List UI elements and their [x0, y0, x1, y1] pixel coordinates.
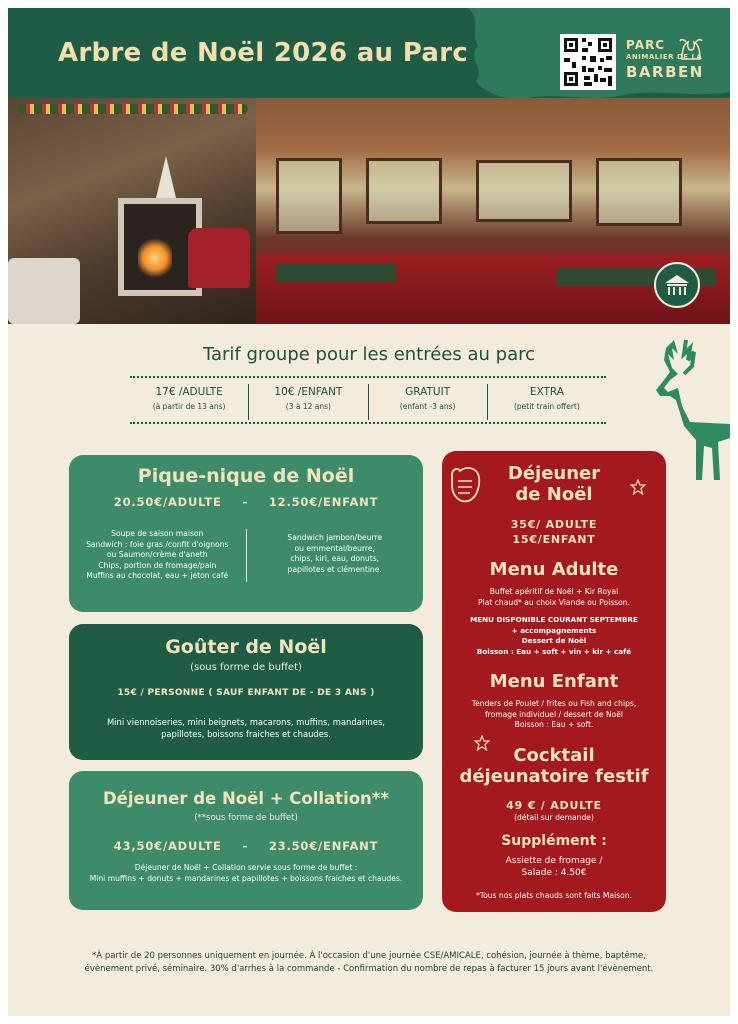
tarif-item	[130, 384, 248, 420]
red-armchair	[188, 228, 250, 288]
menu-line: + accompagnements	[511, 625, 597, 635]
card-dejeuner-collation	[69, 771, 423, 910]
tarif-note: (à partir de 13 ans)	[152, 402, 226, 411]
dejeuner-price-child: 15€/ENFANT	[512, 533, 596, 546]
dejeuner-collation-description	[69, 863, 423, 884]
menu-enfant-lines	[442, 699, 666, 731]
supplement-lines	[442, 855, 666, 879]
tarif-label: EXTRA	[529, 386, 564, 398]
tarif-note: (enfant -3 ans)	[399, 402, 456, 411]
tarif-row	[130, 384, 606, 420]
pavilion-icon	[654, 262, 700, 308]
supplement-title: Supplément :	[501, 833, 607, 849]
window-pane	[366, 158, 442, 224]
gouter-subtitle: (sous forme de buffet)	[190, 662, 302, 673]
menu-line: Tenders de Poulet / frites ou Fish and chips,	[471, 699, 637, 708]
footer-line-1: *À partir de 20 personnes uniquement en journée. À l'occasion d'une journée CSE/AMICALE, cohésion, journée à thème, baptême,	[92, 951, 646, 961]
menu-line: Buffet apéritif de Noël + Kir Royal	[489, 587, 619, 596]
white-sofa	[8, 258, 80, 324]
pique-nique-columns	[69, 529, 423, 582]
pique-nique-price-child: 12.50€/ENFANT	[268, 495, 379, 509]
tarif-title: Tarif groupe pour les entrées au parc	[202, 344, 536, 365]
gouter-price: 15€ / PERSONNE ( SAUF ENFANT DE - DE 3 ANS )	[117, 688, 375, 698]
footer-note	[8, 950, 730, 976]
menu-line: Sandwich : foie gras /confit d'oignons	[86, 539, 229, 549]
menu-line: papillotes et clémentine.	[287, 564, 382, 574]
tarif-item	[368, 384, 487, 420]
menu-adulte-lines	[442, 587, 666, 608]
menu-line: MENU DISPONIBLE COURANT SEPTEMBRE	[470, 615, 638, 624]
menu-line: Muffins au chocolat, eau + jeton café	[86, 571, 229, 580]
tarif-divider-bottom	[130, 422, 606, 424]
cocktail-note: (détail sur demande)	[514, 813, 594, 822]
tarif-note: (petit train offert)	[513, 402, 580, 411]
qr-code-icon	[560, 34, 616, 90]
menu-line: Chips, portion de fromage/pain	[98, 560, 217, 570]
card-dejeuner-noel	[442, 451, 666, 912]
window-pane	[476, 160, 572, 222]
dejeuner-collation-price-adult: 43,50€/ADULTE	[113, 839, 222, 853]
menu-line: Boisson : Eau + soft.	[514, 720, 594, 729]
table-cloth	[276, 264, 396, 282]
tarif-divider-top	[130, 376, 606, 378]
logo-line-3: BARBEN	[626, 63, 704, 81]
price-separator: -	[242, 495, 249, 509]
card-pique-nique	[69, 455, 423, 612]
tarif-note: (3 à 12 ans)	[285, 402, 331, 411]
dejeuner-collation-price-child: 23.50€/ENFANT	[268, 839, 379, 853]
dejeuner-collation-title: Déjeuner de Noël + Collation**	[102, 789, 390, 808]
menu-line: papillotes, boissons fraiches et chaudes.	[161, 729, 331, 739]
menu-line: fromage individuel / dessert de Noël	[484, 709, 624, 719]
pique-nique-prices	[69, 495, 423, 509]
tarif-label: 17€ /ADULTE	[155, 386, 223, 398]
pique-nique-price-adult: 20.50€/ADULTE	[113, 495, 222, 509]
gouter-title: Goûter de Noël	[165, 636, 327, 658]
menu-line: Déjeuner de Noël + Collation servie sous forme de buffet :	[134, 863, 358, 872]
pique-nique-adult-menu	[69, 529, 247, 582]
dejeuner-title-line-1: Déjeuner	[507, 463, 601, 484]
menu-line: Salade : 4.50€	[521, 868, 587, 878]
pique-nique-child-menu	[247, 529, 424, 582]
white-tree-decoration	[156, 156, 176, 198]
menu-line: Mini muffins + donuts + mandarines et papillotes + boissons fraiches et chaudes.	[89, 873, 403, 883]
tarif-label: GRATUIT	[405, 386, 451, 398]
photo-christmas-living-room	[8, 98, 256, 324]
window-pane	[276, 158, 342, 234]
cocktail-title-line-2: déjeunatoire festif	[459, 766, 649, 787]
cocktail-title-line-1: Cocktail	[513, 745, 595, 766]
price-separator: -	[242, 839, 249, 853]
ibex-logo-icon	[678, 38, 704, 60]
cocktail-title	[442, 745, 666, 787]
menu-line: Soupe de saison maison	[111, 529, 204, 538]
logo-line-1: PARC	[626, 38, 666, 52]
gouter-description	[69, 716, 423, 740]
logo-line-2: ANIMALIER DE LA	[626, 53, 703, 61]
dejeuner-prices	[442, 517, 666, 547]
menu-enfant-title: Menu Enfant	[489, 671, 619, 692]
flyer-sheet	[8, 8, 730, 1016]
garland-decoration	[18, 104, 248, 114]
menu-adulte-details	[442, 615, 666, 657]
menu-line: Sandwich jambon/beurre	[287, 533, 383, 542]
menu-line: ou emmental/beurre,	[294, 543, 375, 553]
tarif-item	[248, 384, 367, 420]
menu-line: Plat chaud* au choix Viande ou Poisson.	[478, 597, 630, 607]
menu-adulte-title: Menu Adulte	[489, 559, 619, 580]
tarif-item	[487, 384, 606, 420]
dejeuner-title-line-2: de Noël	[515, 484, 593, 505]
menu-line: chips, kiri, eau, donuts,	[290, 554, 380, 563]
fire-glow	[138, 238, 172, 278]
menu-line: Assiette de fromage /	[505, 856, 603, 866]
dejeuner-title	[442, 463, 666, 505]
page-title: Arbre de Noël 2026 au Parc	[58, 38, 469, 68]
footer-line-2: évènement privé, séminaire. 30% d'arrhes à la commande - Confirmation du nombre de repas à facturer 15 jours avant l'évènement.	[84, 964, 654, 974]
pique-nique-title: Pique-nique de Noël	[137, 465, 355, 487]
dejeuner-collation-prices	[69, 839, 423, 853]
cocktail-price: 49 € / ADULTE	[506, 799, 602, 812]
menu-line: Dessert de Noël	[521, 636, 587, 645]
hot-dishes-footnote: *Tous nos plats chauds sont faits Maison.	[475, 891, 633, 900]
menu-line: ou Saumon/crème d'aneth	[106, 550, 208, 559]
dejeuner-price-adult: 35€/ ADULTE	[510, 518, 598, 531]
card-gouter	[69, 624, 423, 760]
window-pane	[596, 158, 682, 226]
menu-line: Mini viennoiseries, mini beignets, macarons, muffins, mandarines,	[106, 717, 386, 727]
dejeuner-collation-subtitle: (**sous forme de buffet)	[194, 813, 298, 823]
tarif-label: 10€ /ENFANT	[274, 386, 343, 398]
menu-line: Boisson : Eau + soft + vin + kir + café	[476, 646, 632, 656]
